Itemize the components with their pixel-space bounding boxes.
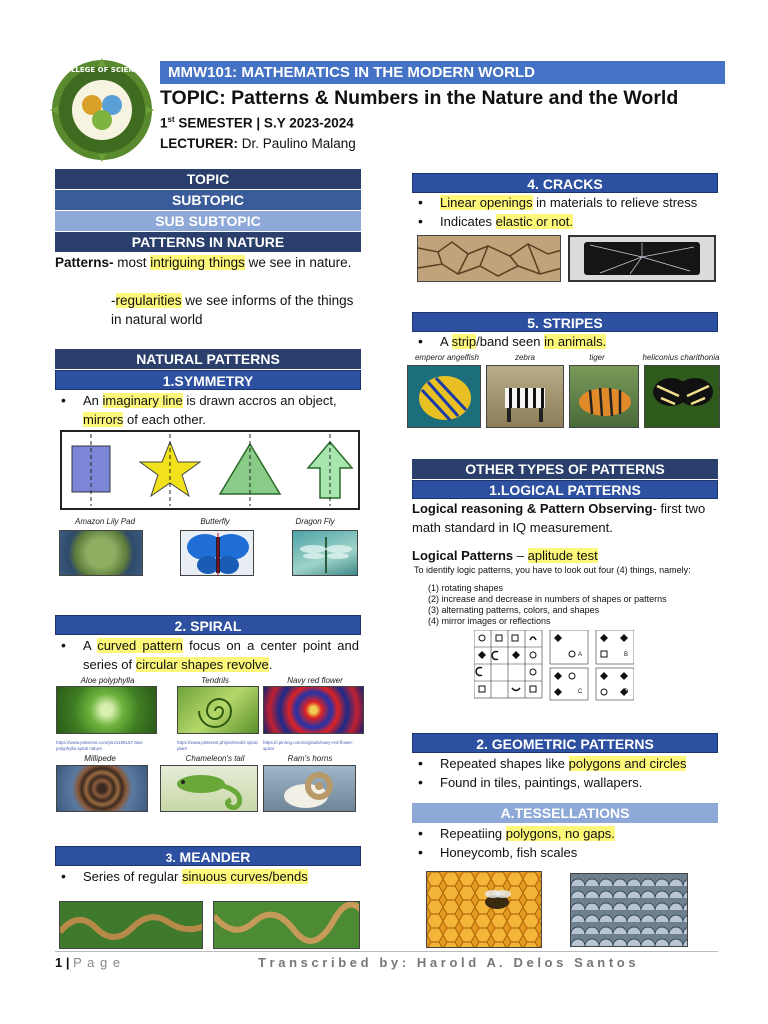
logical-item: (2) increase and decrease in numbers of shapes or patterns <box>428 594 667 604</box>
photo-butterfly <box>180 530 254 576</box>
stripes-bullet: • A strip/band seen in animals. <box>412 332 718 351</box>
photo-fish-scales <box>570 873 688 947</box>
caption-tiger: tiger <box>589 353 605 362</box>
caption-millipede: Millipede <box>84 754 116 763</box>
photo-amazon-lily-pad <box>59 530 143 576</box>
legend-subsubtopic: SUB SUBTOPIC <box>55 211 361 231</box>
logic-puzzle-figure <box>474 630 634 702</box>
legend-subtopic: SUBTOPIC <box>55 190 361 210</box>
meander-heading: 3. MEANDER <box>55 846 361 866</box>
caption-rams-horns: Ram's horns <box>287 754 333 763</box>
cracks-bullets <box>412 193 718 231</box>
caption-amazon-lily-pad: Amazon Lily Pad <box>74 517 136 526</box>
photo-meander-2 <box>213 901 360 949</box>
caption-dragon-fly: Dragon Fly <box>295 517 335 526</box>
symmetry-heading: 1.SYMMETRY <box>55 370 361 390</box>
link-navy-flower[interactable]: https://i.pinimg.com/originals/navy-red-flower-spiral <box>263 740 354 751</box>
link-tendrils[interactable]: https://www.pinterest.ph/pin/tendril spiral plant <box>177 740 258 751</box>
patterns-definition: Patterns- most intriguing things we see in nature. <box>55 255 352 270</box>
logical-intro: To identify logic patterns, you have to look out four (4) things, namely: <box>414 565 691 575</box>
logical-definition: Logical reasoning & Pattern Observing- first two math standard in IQ measurement. <box>412 501 706 535</box>
footer-credit: T r a n s c r i b e d b y : H a r o l d A . D e l o s S a n t o s <box>258 955 636 970</box>
answer-label-b: B <box>624 652 629 658</box>
caption-tendrils: Tendrils <box>201 676 229 685</box>
cracks-bullet-2: • Indicates elastic or not. <box>412 212 718 231</box>
photo-meander-1 <box>59 901 203 949</box>
logical-patterns-subheading: Logical Patterns – aplitude test <box>412 548 598 563</box>
logical-item: (3) alternating patterns, colors, and shapes <box>428 605 600 615</box>
course-title-banner: MMW101: MATHEMATICS IN THE MODERN WORLD <box>160 61 725 84</box>
other-types-heading: OTHER TYPES OF PATTERNS <box>412 459 718 479</box>
logical-list <box>428 583 667 627</box>
photo-honeycomb <box>426 871 542 948</box>
caption-chameleons-tail: Chameleon's tail <box>185 754 245 763</box>
page-number: 1 | P a g e <box>55 955 122 970</box>
logical-item: (4) mirror images or reflections <box>428 616 551 626</box>
patterns-definition-2: -regularities we see informs of the things in natural world <box>111 293 354 327</box>
photo-zebra <box>486 365 564 428</box>
caption-aloe-polyphylla: Aloe polyphylla <box>80 676 135 685</box>
photo-millipede <box>56 765 148 812</box>
spiral-bullet: • A curved pattern focus on a center point and series of circular shapes revolve. <box>55 636 359 674</box>
caption-zebra: zebra <box>514 353 535 362</box>
photo-heliconius <box>644 365 720 428</box>
meander-bullet: • Series of regular sinuous curves/bends <box>55 867 359 886</box>
photo-cracked-phone <box>568 235 716 282</box>
answer-label-a: A <box>578 652 583 658</box>
natural-patterns-heading: NATURAL PATTERNS <box>55 349 361 369</box>
photo-aloe-polyphylla <box>56 686 157 734</box>
symmetry-bullet: • An imaginary line is drawn accros an object, mirrors of each other. <box>55 391 359 429</box>
tessellations-heading: A.TESSELLATIONS <box>412 803 718 823</box>
patterns-in-nature-heading: PATTERNS IN NATURE <box>55 232 361 252</box>
meander-bullets <box>55 867 359 886</box>
tessellations-bullet-2: • Honeycomb, fish scales <box>412 843 718 862</box>
caption-navy-red-flower: Navy red flower <box>287 676 343 685</box>
photo-dragon-fly <box>292 530 358 576</box>
photo-tiger <box>569 365 639 428</box>
photo-navy-red-flower <box>263 686 364 734</box>
tessellations-bullets <box>412 824 718 862</box>
svg-text:COLLEGE OF SCIENCE: COLLEGE OF SCIENCE <box>59 66 145 74</box>
photo-dry-soil-cracks <box>417 235 561 282</box>
photo-rams-horns <box>263 765 356 812</box>
stripes-bullets <box>412 332 718 351</box>
caption-butterfly: Butterfly <box>200 517 230 526</box>
footer-rule <box>55 951 718 952</box>
semester-line: 1st SEMESTER | S.Y 2023-2024 <box>160 115 354 131</box>
tessellations-bullet-1: • Repeatiing polygons, no gaps. <box>412 824 718 843</box>
cracks-heading: 4. CRACKS <box>412 173 718 193</box>
logical-item: (1) rotating shapes <box>428 583 504 593</box>
logical-patterns-heading: 1.LOGICAL PATTERNS <box>412 480 718 499</box>
lecturer-line: LECTURER: Dr. Paulino Malang <box>160 136 356 151</box>
geometric-bullet-2: • Found in tiles, paintings, wallapers. <box>412 773 718 792</box>
caption-emperor-angelfish: emperor angelfish <box>414 353 480 362</box>
photo-emperor-angelfish <box>407 365 481 428</box>
photo-chameleon-tail <box>160 765 258 812</box>
spiral-bullets <box>55 636 359 674</box>
geometric-patterns-heading: 2. GEOMETRIC PATTERNS <box>412 733 718 753</box>
geometric-bullet-1: • Repeated shapes like polygons and circles <box>412 754 718 773</box>
geometric-bullets <box>412 754 718 792</box>
symmetry-bullets <box>55 391 359 429</box>
photo-tendrils <box>177 686 259 734</box>
link-aloe[interactable]: https://www.pinterest.com/pin/1199157 aloe polyphylla spiral nature <box>56 740 143 751</box>
college-seal <box>50 58 154 162</box>
cracks-bullet-1: • Linear openings in materials to relieve stress <box>412 193 718 212</box>
symmetry-shapes-figure <box>60 430 360 510</box>
legend-topic: TOPIC <box>55 169 361 189</box>
topic-title: TOPIC: Patterns & Numbers in the Nature and the World <box>160 87 679 109</box>
caption-heliconius: heliconius charithonia <box>642 353 720 362</box>
answer-label-d: D <box>624 689 629 695</box>
stripes-heading: 5. STRIPES <box>412 312 718 332</box>
answer-label-c: C <box>578 689 583 695</box>
spiral-heading: 2. SPIRAL <box>55 615 361 635</box>
